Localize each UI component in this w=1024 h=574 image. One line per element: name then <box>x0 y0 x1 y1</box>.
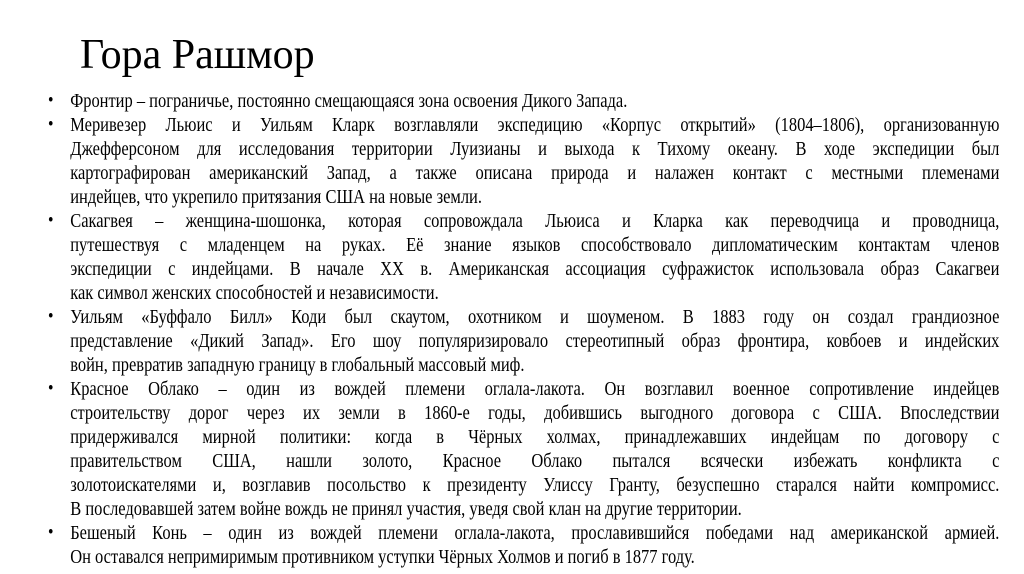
bullet-item <box>48 305 999 377</box>
bullet-icon: • <box>48 90 54 111</box>
bullet-text-line: Сакагвея – женщина-шошонка, которая сопровождала Льюиса и Кларка как переводчица и проводница, <box>70 210 1000 232</box>
bullet-icon: • <box>48 210 54 231</box>
bullet-icon: • <box>48 114 54 135</box>
bullet-text-line: индейцев, что укрепило притязания США на новые земли. <box>70 186 482 208</box>
bullet-text-line: строительству дорог через их земли в 1860-е годы, добившись выгодного договора с США. Впоследствии <box>70 402 1000 424</box>
bullet-text-line: Он оставался непримиримым противником уступки Чёрных Холмов и погиб в 1877 году. <box>70 546 695 568</box>
slide-title: Гора Рашмор <box>80 32 315 78</box>
bullet-text-line: экспедиции с индейцами. В начале XX в. Американская ассоциация суфражисток использовала образ Сакагвеи <box>70 258 1000 280</box>
bullet-list <box>48 89 999 569</box>
bullet-icon: • <box>48 306 54 327</box>
bullet-text-line: Джефферсоном для исследования территории Луизианы и выхода к Тихому океану. В ходе экспедиции был <box>70 138 1000 160</box>
bullet-text-line: Красное Облако – один из вождей племени оглала-лакота. Он возглавил военное сопротивление индейцев <box>70 378 1000 400</box>
bullet-item <box>48 209 999 305</box>
bullet-icon: • <box>48 378 54 399</box>
bullet-text-line: Фронтир – пограничье, постоянно смещающаяся зона освоения Дикого Запада. <box>70 90 628 112</box>
bullet-text-line: золотоискателями и, возглавив посольство к президенту Улиссу Гранту, безуспешно старался найти компромисс. <box>70 474 1000 496</box>
bullet-text-line: картографирован американский Запад, а также описана природа и налажен контакт с местными племенами <box>70 162 1000 184</box>
bullet-text-line: представление «Дикий Запад». Его шоу популяризировало стереотипный образ фронтира, ковбоев и индейских <box>70 330 1000 352</box>
bullet-text-line: как символ женских способностей и независимости. <box>70 282 439 304</box>
bullet-icon: • <box>48 522 54 543</box>
bullet-text-line: войн, превратив западную границу в глобальный массовый миф. <box>70 354 525 376</box>
bullet-item <box>48 521 999 569</box>
bullet-item <box>48 113 999 209</box>
bullet-item <box>48 377 999 521</box>
bullet-text-line: Бешеный Конь – один из вождей племени оглала-лакота, прославившийся победами над американской армией. <box>70 522 1000 544</box>
bullet-text-line: правительством США, нашли золото, Красное Облако пытался всячески избежать конфликта с <box>70 450 1000 472</box>
bullet-text-line: путешествуя с младенцем на руках. Её знание языков способствовало дипломатическим контактам членов <box>70 234 1000 256</box>
bullet-item <box>48 89 999 113</box>
bullet-text-line: придерживался мирной политики: когда в Чёрных холмах, принадлежавших индейцам по договору с <box>70 426 1000 448</box>
bullet-text-line: Уильям «Буффало Билл» Коди был скаутом, охотником и шоуменом. В 1883 году он создал грандиозное <box>70 306 1000 328</box>
bullet-text-line: В последовавшей затем войне вождь не принял участия, уведя свой клан на другие территории. <box>70 498 742 520</box>
bullet-text-line: Меривезер Льюис и Уильям Кларк возглавляли экспедицию «Корпус открытий» (1804–1806), организованную <box>70 114 1000 136</box>
